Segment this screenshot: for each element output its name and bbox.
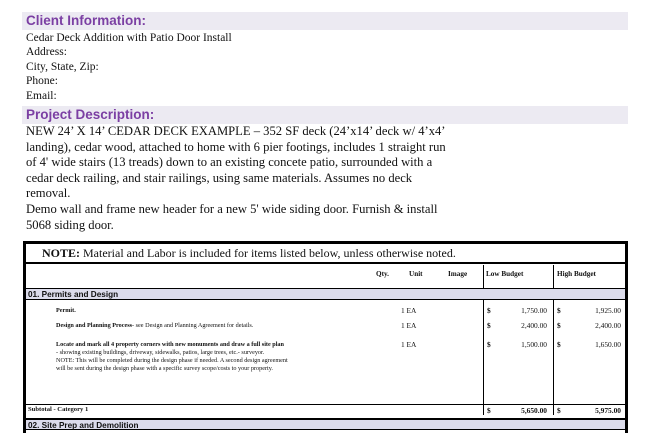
line-item-note: NOTE: This will be completed during the design phase if needed. A second design agreement (56, 357, 288, 365)
line-item-survey (56, 341, 376, 373)
subtotal-high-currency: $ (557, 406, 561, 415)
low-currency: $ (487, 321, 491, 330)
line-item-permit (56, 307, 76, 315)
high-currency: $ (557, 306, 561, 315)
line-item-qty: 1 EA (401, 321, 417, 330)
line-item-qty: 1 EA (401, 340, 417, 349)
subtotal-label: Subtotal - Category 1 (28, 406, 89, 413)
line-item-title: Design and Planning Process (56, 322, 133, 329)
subtotal-low-value: 5,650.00 (521, 406, 547, 415)
high-budget-value: 1,650.00 (595, 340, 621, 349)
low-currency: $ (487, 340, 491, 349)
low-budget-value: 1,500.00 (521, 340, 547, 349)
estimate-table (23, 241, 628, 433)
high-budget-value: 1,925.00 (595, 306, 621, 315)
city-state-zip-field: City, State, Zip: (26, 60, 99, 73)
low-budget-value: 1,750.00 (521, 306, 547, 315)
project-description (26, 124, 451, 233)
note-label: NOTE: (42, 246, 81, 260)
email-field: Email: (26, 89, 57, 102)
description-paragraph-1: NEW 24’ X 14’ CEDAR DECK EXAMPLE – 352 SF deck (24’x14’ deck w/ 4’x4’ landing), cedar wood, attached to home with 6 pier footings, includes 1 straight run of 4' wide stairs (13 treads) down to an existing concete patio, surrounded with a cedar deck railing, and stair railings, using same materials. Assumes no deck removal. (26, 124, 446, 201)
line-item-text: - see Design and Planning Agreement for details. (132, 322, 254, 329)
column-header-image: Image (448, 270, 468, 278)
phone-field: Phone: (26, 75, 58, 88)
subtotal-high-value: 5,975.00 (595, 406, 621, 415)
line-item-qty: 1 EA (401, 306, 417, 315)
project-description-heading: Project Description: (22, 106, 628, 124)
client-details (26, 31, 232, 103)
description-paragraph-2: Demo wall and frame new header for a new 5' wide siding door. Furnish & install 5068 siding door. (26, 201, 438, 232)
column-header-unit: Unit (409, 270, 423, 278)
address-field: Address: (26, 46, 67, 59)
column-header-high-budget: High Budget (557, 270, 596, 278)
line-item-title: Locate and mark all 4 property corners with new monuments and draw a full site plan (56, 341, 284, 348)
high-currency: $ (557, 321, 561, 330)
category-row-site-prep: 02. Site Prep and Demolition (26, 418, 625, 430)
high-currency: $ (557, 340, 561, 349)
line-item-title: Permit. (56, 307, 76, 314)
estimate-note (26, 244, 625, 264)
column-header-qty: Qty. (376, 270, 389, 278)
note-text: Material and Labor is included for items listed below, unless otherwise noted. (80, 246, 456, 260)
subtotal-low-currency: $ (487, 406, 491, 415)
column-header-low-budget: Low Budget (486, 270, 524, 278)
high-budget-value: 2,400.00 (595, 321, 621, 330)
line-item-text: - showing existing buildings, driveway, sidewalks, patios, large trees, etc.- surveyor. (56, 349, 265, 357)
line-item-design-planning (56, 322, 253, 330)
line-item-note: will be sent during the design phase with a specific survey scope/costs to your property. (56, 365, 273, 373)
low-budget-value: 2,400.00 (521, 321, 547, 330)
low-currency: $ (487, 306, 491, 315)
client-information-heading: Client Information: (22, 12, 628, 30)
project-name: Cedar Deck Addition with Patio Door Install (26, 32, 232, 44)
category-row-permits-design: 01. Permits and Design (26, 288, 625, 300)
